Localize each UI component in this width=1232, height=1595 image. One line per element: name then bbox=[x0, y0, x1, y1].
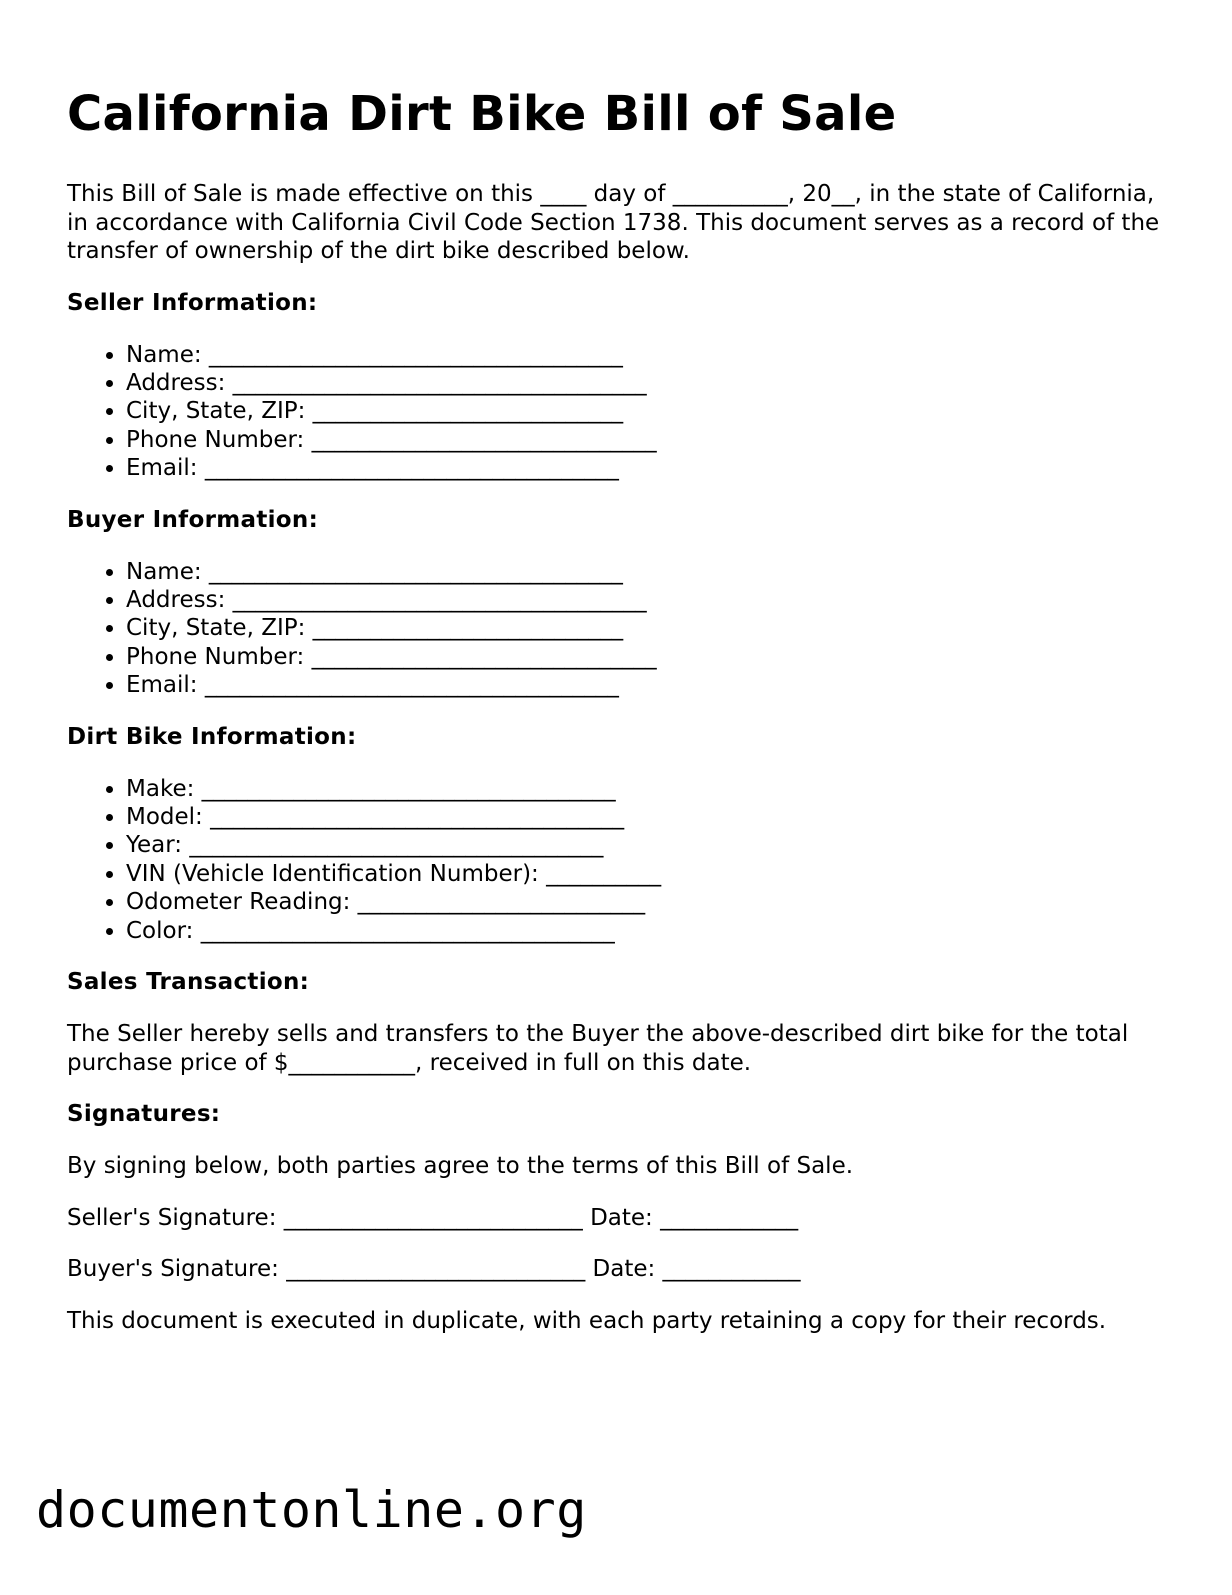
buyer-signature-line: Buyer's Signature: __________________________ Date: ____________ bbox=[67, 1256, 801, 1282]
buyer-address-field: • Address: ____________________________________ bbox=[126, 586, 1177, 614]
seller-phone-field: • Phone Number: ______________________________ bbox=[126, 426, 1177, 454]
intro-paragraph: This Bill of Sale is made effective on this ____ day of __________, 20__, in the state of California, in accordance with California Civil Code Section 1738. This document serves as a record of the transfer of ownership of the dirt bike described below. bbox=[67, 181, 1160, 264]
signatures-intro: By signing below, both parties agree to the terms of this Bill of Sale. bbox=[67, 1153, 854, 1179]
buyer-heading: Buyer Information: bbox=[67, 506, 319, 533]
bike-year-field: • Year: ____________________________________ bbox=[126, 831, 1177, 859]
bike-color-field: • Color: ____________________________________ bbox=[126, 917, 1177, 945]
bike-heading: Dirt Bike Information: bbox=[67, 723, 357, 750]
seller-signature-line: Seller's Signature: __________________________ Date: ____________ bbox=[67, 1204, 799, 1231]
document-page bbox=[67, 80, 1177, 1358]
sales-heading: Sales Transaction: bbox=[67, 969, 310, 995]
seller-email-field: • Email: ____________________________________ bbox=[126, 454, 1177, 482]
buyer-email-field: • Email: ____________________________________ bbox=[126, 671, 1177, 699]
seller-city-state-zip-field: • City, State, ZIP: ___________________________ bbox=[126, 397, 1177, 425]
bike-make-field: • Make: ____________________________________ bbox=[126, 775, 1177, 803]
buyer-list bbox=[67, 558, 1177, 700]
seller-name-field: • Name: ____________________________________ bbox=[126, 341, 1177, 369]
bike-model-field: • Model: ____________________________________ bbox=[126, 803, 1177, 831]
seller-address-field: • Address: ____________________________________ bbox=[126, 369, 1177, 397]
document-title: California Dirt Bike Bill of Sale bbox=[67, 86, 897, 142]
seller-list bbox=[67, 341, 1177, 483]
bike-odometer-field: • Odometer Reading: _________________________ bbox=[126, 888, 1177, 916]
buyer-city-state-zip-field: • City, State, ZIP: ___________________________ bbox=[126, 614, 1177, 642]
closing-paragraph: This document is executed in duplicate, with each party retaining a copy for their records. bbox=[67, 1307, 1107, 1334]
signatures-heading: Signatures: bbox=[67, 1101, 221, 1127]
buyer-phone-field: • Phone Number: ______________________________ bbox=[126, 643, 1177, 671]
bike-list bbox=[67, 775, 1177, 945]
bike-vin-field: • VIN (Vehicle Identification Number): __________ bbox=[126, 860, 1177, 888]
buyer-name-field: • Name: ____________________________________ bbox=[126, 558, 1177, 586]
sales-paragraph: The Seller hereby sells and transfers to the Buyer the above-described dirt bike for the total purchase price of $___________, received in full on this date. bbox=[67, 1021, 1129, 1076]
watermark: documentonline.org bbox=[36, 1481, 587, 1539]
seller-heading: Seller Information: bbox=[67, 289, 318, 316]
